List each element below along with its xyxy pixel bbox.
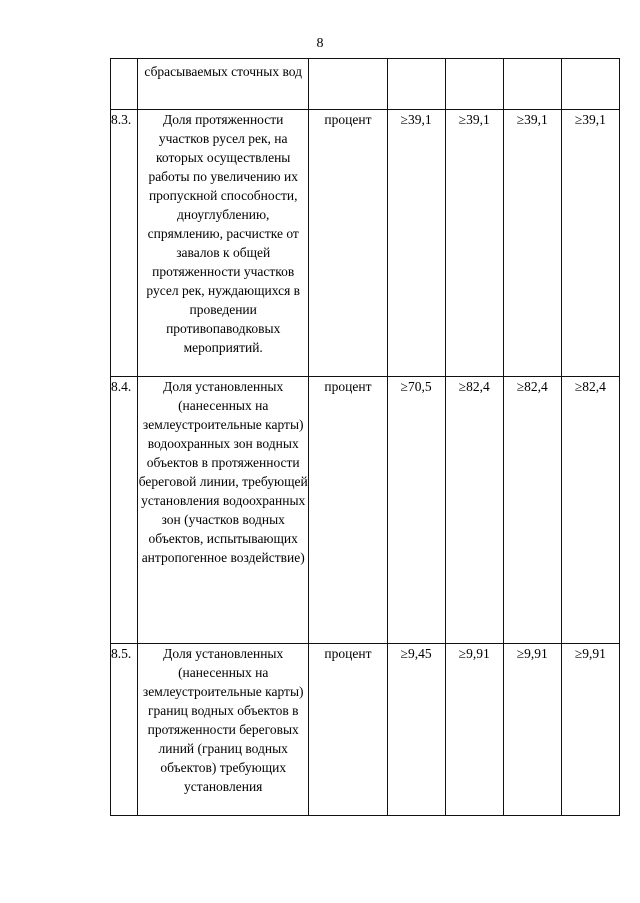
target-value xyxy=(561,59,619,110)
indicator-name: Доля установленных (нанесенных на землеустроительные карты) границ водных объектов в протяженности береговых линий (границ водных объектов) требующих установления xyxy=(138,644,309,816)
row-number xyxy=(111,59,138,110)
target-value xyxy=(503,59,561,110)
indicator-name: сбрасываемых сточных вод xyxy=(138,59,309,110)
table-row xyxy=(111,644,620,816)
page-number: 8 xyxy=(316,36,324,51)
table-row xyxy=(111,59,620,110)
table-row xyxy=(111,377,620,644)
target-value: ≥9,91 xyxy=(445,644,503,816)
target-value: ≥39,1 xyxy=(387,110,445,377)
target-value: ≥9,91 xyxy=(561,644,619,816)
unit-of-measure: процент xyxy=(309,110,387,377)
indicator-name: Доля протяженности участков русел рек, на которых осуществлены работы по увеличению их пропускной способности, дноуглублению, спрямлению, расчистке от завалов к общей протяженности участков русел рек, нуждающихся в проведении противопаводковых мероприятий. xyxy=(138,110,309,377)
target-value: ≥70,5 xyxy=(387,377,445,644)
target-value xyxy=(387,59,445,110)
unit-of-measure xyxy=(309,59,387,110)
target-value: ≥82,4 xyxy=(561,377,619,644)
row-number: 8.4. xyxy=(111,377,138,644)
row-number: 8.3. xyxy=(111,110,138,377)
target-value: ≥9,45 xyxy=(387,644,445,816)
indicator-name: Доля установленных (нанесенных на землеустроительные карты) водоохранных зон водных объектов в протяженности береговой линии, требующей установления водоохранных зон (участков водных объектов, испытывающих антропогенное воздействие) xyxy=(138,377,309,644)
table-row xyxy=(111,110,620,377)
unit-of-measure: процент xyxy=(309,644,387,816)
target-value: ≥82,4 xyxy=(445,377,503,644)
target-value: ≥9,91 xyxy=(503,644,561,816)
row-number: 8.5. xyxy=(111,644,138,816)
unit-of-measure: процент xyxy=(309,377,387,644)
target-value: ≥39,1 xyxy=(445,110,503,377)
target-value: ≥39,1 xyxy=(561,110,619,377)
indicators-table xyxy=(110,58,620,816)
target-value xyxy=(445,59,503,110)
target-value: ≥39,1 xyxy=(503,110,561,377)
target-value: ≥82,4 xyxy=(503,377,561,644)
